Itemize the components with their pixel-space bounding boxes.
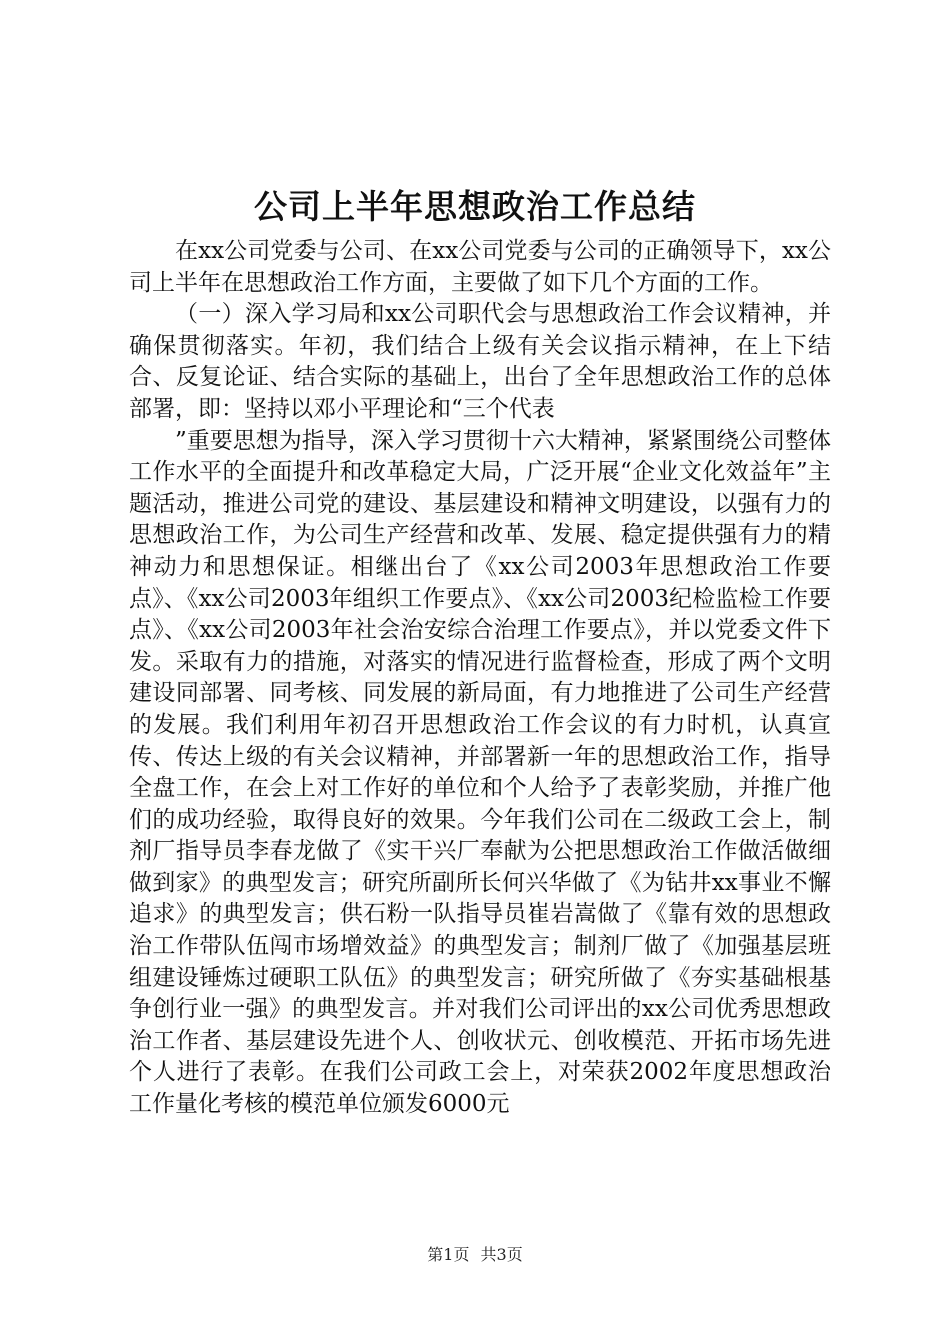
page-footer	[0, 1244, 950, 1266]
page-number: 第1页	[427, 1245, 470, 1264]
page-total: 共3页	[480, 1245, 523, 1264]
body-paragraph-2: （一）深入学习局和xx公司职代会与思想政治工作会议精神，并确保贯彻落实。年初，我们结合上级有关会议指示精神，在上下结合、反复论证、结合实际的基础上，出台了全年思想政治工作的总体部署，即：坚持以邓小平理论和“三个代表	[129, 301, 831, 422]
body-paragraph-3: ”重要思想为指导，深入学习贯彻十六大精神，紧紧围绕公司整体工作水平的全面提升和改革稳定大局，广泛开展“企业文化效益年”主题活动，推进公司党的建设、基层建设和精神文明建设，以强有力的思想政治工作，为公司生产经营和改革、发展、稳定提供强有力的精神动力和思想保证。相继出台了《xx公司2003年思想政治工作要点》、《xx公司2003年组织工作要点》、《xx公司2003纪检监检工作要点》、《xx公司2003年社会治安综合治理工作要点》，并以党委文件下发。采取有力的措施，对落实的情况进行监督检查，形成了两个文明建设同部署、同考核、同发展的新局面，有力地推进了公司生产经营的发展。我们利用年初召开思想政治工作会议的有力时机，认真宣传、传达上级的有关会议精神，并部署新一年的思想政治工作，指导全盘工作，在会上对工作好的单位和个人给予了表彰奖励，并推广他们的成功经验，取得良好的效果。今年我们公司在二级政工会上，制剂厂指导员李春龙做了《实干兴厂奉献为公把思想政治工作做活做细做到家》的典型发言；研究所副所长何兴华做了《为钻井xx事业不懈追求》的典型发言；供石粉一队指导员崔岩嵩做了《靠有效的思想政治工作带队伍闯市场增效益》的典型发言；制剂厂做了《加强基层班组建设锤炼过硬职工队伍》的典型发言；研究所做了《夯实基础根基争创行业一强》的典型发言。并对我们公司评出的xx公司优秀思想政治工作者、基层建设先进个人、创收状元、创收模范、开拓市场先进个人进行了表彰。在我们公司政工会上，对荣获2002年度思想政治工作量化考核的模范单位颁发6000元	[129, 427, 831, 1118]
document-title: 公司上半年思想政治工作总结	[254, 187, 696, 226]
body-paragraph-1: 在xx公司党委与公司、在xx公司党委与公司的正确领导下，xx公司上半年在思想政治工作方面，主要做了如下几个方面的工作。	[129, 238, 831, 296]
document-body	[129, 236, 831, 1121]
